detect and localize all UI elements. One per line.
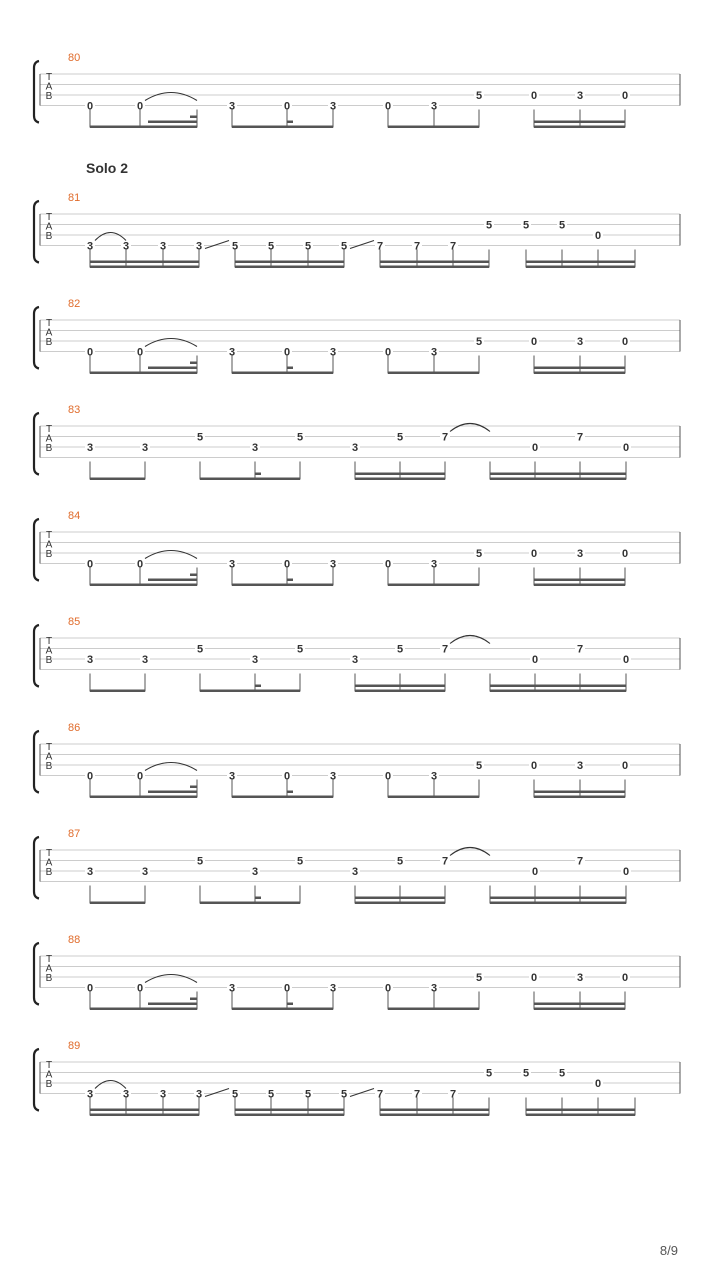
- fret-number: 7: [576, 643, 584, 656]
- beam: [232, 584, 333, 587]
- beam: [534, 126, 625, 129]
- beam: [388, 1008, 479, 1011]
- beam-secondary: [235, 1109, 344, 1112]
- fret-number: 7: [576, 431, 584, 444]
- beam: [388, 584, 479, 587]
- fret-number: 5: [396, 643, 404, 656]
- fret-number: 3: [195, 1088, 203, 1101]
- beam: [490, 690, 626, 693]
- beam-partial: [148, 121, 197, 124]
- system-bracket: [34, 625, 39, 687]
- tab-clef-letter: A: [45, 539, 53, 551]
- beam-secondary: [534, 1003, 625, 1006]
- fret-number: 7: [441, 431, 449, 444]
- fret-number: 7: [441, 855, 449, 868]
- beam: [90, 690, 145, 693]
- fret-number: 3: [329, 100, 337, 113]
- fret-number: 0: [530, 548, 538, 560]
- tab-clef-letter: B: [45, 231, 53, 242]
- fret-number: 7: [576, 855, 584, 868]
- beam: [90, 584, 197, 587]
- beam-secondary: [534, 579, 625, 582]
- fret-number: 0: [283, 982, 291, 995]
- beam-stub: [190, 362, 197, 365]
- beam: [534, 796, 625, 799]
- fret-number: 3: [576, 972, 584, 984]
- fret-number: 3: [430, 982, 438, 995]
- slide-line: [350, 1089, 374, 1097]
- beam-secondary: [526, 261, 635, 264]
- fret-number: 5: [340, 240, 348, 253]
- measure-number: 88: [68, 934, 81, 946]
- beam-secondary: [235, 261, 344, 264]
- fret-number: 5: [296, 431, 304, 444]
- fret-number: 0: [594, 230, 602, 242]
- measure-number: 86: [68, 722, 81, 734]
- fret-number: 3: [86, 240, 94, 253]
- slide-line: [205, 241, 229, 249]
- beam: [526, 266, 635, 269]
- tab-clef-letter: A: [45, 327, 53, 339]
- beam: [380, 266, 489, 269]
- fret-number: 5: [296, 643, 304, 656]
- measure-number: 89: [68, 1040, 81, 1052]
- fret-number: 3: [141, 866, 149, 878]
- tie-arc: [95, 233, 126, 241]
- page-number: 8/9: [659, 1243, 678, 1258]
- fret-number: 5: [196, 431, 204, 444]
- fret-number: 3: [141, 654, 149, 666]
- beam: [90, 126, 197, 129]
- fret-number: 0: [136, 100, 144, 113]
- fret-number: 7: [376, 1088, 384, 1101]
- system-bracket: [34, 731, 39, 793]
- fret-number: 3: [430, 770, 438, 783]
- beam: [232, 1008, 333, 1011]
- fret-number: 0: [621, 760, 629, 772]
- measure-number: 87: [68, 828, 81, 840]
- fret-number: 0: [86, 982, 94, 995]
- fret-number: 3: [251, 442, 259, 454]
- fret-number: 0: [621, 548, 629, 560]
- fret-number: 5: [475, 90, 483, 102]
- tab-clef-letter: T: [45, 636, 53, 647]
- fret-number: 0: [86, 770, 94, 783]
- fret-number: 5: [475, 972, 483, 984]
- beam-stub: [190, 574, 197, 577]
- beam-stub: [255, 473, 261, 476]
- fret-number: 3: [329, 982, 337, 995]
- measure-number: 80: [68, 52, 81, 64]
- beam-stub: [255, 685, 261, 688]
- fret-number: 7: [449, 1088, 457, 1101]
- fret-number: 3: [122, 1088, 130, 1101]
- beam-stub: [190, 998, 197, 1001]
- beam: [200, 690, 300, 693]
- beam-secondary: [355, 685, 445, 688]
- section-label: Solo 2: [86, 160, 129, 176]
- tie-arc: [450, 636, 490, 644]
- fret-number: 3: [351, 442, 359, 454]
- fret-number: 3: [141, 442, 149, 454]
- fret-number: 3: [351, 866, 359, 878]
- beam-secondary: [90, 261, 199, 264]
- fret-number: 5: [304, 1088, 312, 1101]
- fret-number: 0: [283, 770, 291, 783]
- fret-number: 0: [384, 558, 392, 571]
- tab-clef-letter: A: [45, 645, 53, 657]
- fret-number: 3: [329, 770, 337, 783]
- beam: [534, 584, 625, 587]
- beam-partial: [148, 367, 197, 370]
- tie-arc: [145, 975, 197, 983]
- fret-number: 5: [522, 219, 530, 232]
- tab-clef-letter: T: [45, 1060, 53, 1071]
- fret-number: 5: [304, 240, 312, 253]
- fret-number: 0: [531, 442, 539, 454]
- beam: [388, 796, 479, 799]
- tab-clef-letter: T: [45, 530, 53, 541]
- beam: [534, 372, 625, 375]
- tab-clef-letter: T: [45, 72, 53, 83]
- system-bracket: [34, 943, 39, 1005]
- beam: [90, 796, 197, 799]
- fret-number: 0: [622, 866, 630, 878]
- tab-clef-letter: A: [45, 221, 53, 233]
- tie-arc: [95, 1081, 126, 1089]
- fret-number: 7: [376, 240, 384, 253]
- measure-number: 85: [68, 616, 81, 628]
- system-bracket: [34, 519, 39, 581]
- fret-number: 0: [86, 100, 94, 113]
- tab-clef-letter: T: [45, 318, 53, 329]
- beam: [355, 690, 445, 693]
- measure-number: 81: [68, 192, 81, 204]
- tie-arc: [145, 339, 197, 347]
- beam-stub: [287, 791, 293, 794]
- fret-number: 3: [228, 100, 236, 113]
- fret-number: 0: [136, 770, 144, 783]
- tab-clef-letter: B: [45, 867, 53, 878]
- fret-number: 0: [621, 972, 629, 984]
- tab-clef-letter: A: [45, 751, 53, 763]
- beam: [526, 1114, 635, 1117]
- fret-number: 5: [396, 431, 404, 444]
- fret-number: 3: [576, 548, 584, 560]
- beam: [232, 372, 333, 375]
- fret-number: 5: [485, 1067, 493, 1080]
- fret-number: 5: [475, 336, 483, 348]
- beam-stub: [190, 116, 197, 119]
- fret-number: 0: [530, 972, 538, 984]
- beam-stub: [287, 121, 293, 124]
- fret-number: 3: [228, 982, 236, 995]
- beam: [355, 478, 445, 481]
- beam: [90, 902, 145, 905]
- beam: [90, 1114, 199, 1117]
- fret-number: 5: [231, 240, 239, 253]
- beam-partial: [148, 579, 197, 582]
- fret-number: 5: [558, 1067, 566, 1080]
- fret-number: 3: [430, 558, 438, 571]
- beam-secondary: [526, 1109, 635, 1112]
- beam: [388, 372, 479, 375]
- tab-clef-letter: A: [45, 857, 53, 869]
- beam: [490, 478, 626, 481]
- fret-number: 5: [396, 855, 404, 868]
- beam-secondary: [534, 367, 625, 370]
- tab-clef-letter: A: [45, 1069, 53, 1081]
- fret-number: 3: [86, 866, 94, 878]
- tab-clef-letter: B: [45, 973, 53, 984]
- fret-number: 3: [228, 770, 236, 783]
- fret-number: 7: [441, 643, 449, 656]
- fret-number: 3: [430, 346, 438, 359]
- tie-arc: [145, 763, 197, 771]
- fret-number: 0: [384, 346, 392, 359]
- fret-number: 0: [283, 346, 291, 359]
- fret-number: 0: [384, 770, 392, 783]
- tab-clef-letter: T: [45, 212, 53, 223]
- tab-clef-letter: A: [45, 433, 53, 445]
- fret-number: 3: [329, 558, 337, 571]
- fret-number: 3: [228, 346, 236, 359]
- beam-secondary: [490, 897, 626, 900]
- system-bracket: [34, 837, 39, 899]
- fret-number: 7: [413, 1088, 421, 1101]
- fret-number: 3: [329, 346, 337, 359]
- beam-stub: [190, 786, 197, 789]
- fret-number: 0: [594, 1078, 602, 1090]
- beam-secondary: [90, 1109, 199, 1112]
- slide-line: [205, 1089, 229, 1097]
- beam: [90, 372, 197, 375]
- fret-number: 0: [136, 982, 144, 995]
- beam: [90, 266, 199, 269]
- fret-number: 5: [340, 1088, 348, 1101]
- fret-number: 5: [485, 219, 493, 232]
- fret-number: 0: [136, 558, 144, 571]
- beam-partial: [148, 1003, 197, 1006]
- beam-stub: [287, 367, 293, 370]
- fret-number: 0: [621, 90, 629, 102]
- beam: [235, 266, 344, 269]
- beam: [232, 126, 333, 129]
- fret-number: 3: [576, 336, 584, 348]
- fret-number: 0: [384, 100, 392, 113]
- fret-number: 3: [228, 558, 236, 571]
- system-bracket: [34, 1049, 39, 1111]
- fret-number: 5: [196, 855, 204, 868]
- tab-clef-letter: B: [45, 443, 53, 454]
- fret-number: 3: [251, 654, 259, 666]
- tab-clef-letter: A: [45, 963, 53, 975]
- tab-clef-letter: B: [45, 761, 53, 772]
- fret-number: 5: [231, 1088, 239, 1101]
- fret-number: 5: [196, 643, 204, 656]
- tab-clef-letter: B: [45, 1079, 53, 1090]
- beam-stub: [287, 579, 293, 582]
- system-bracket: [34, 413, 39, 475]
- fret-number: 3: [195, 240, 203, 253]
- fret-number: 3: [86, 1088, 94, 1101]
- tie-arc: [145, 93, 197, 101]
- beam-stub: [255, 897, 261, 900]
- fret-number: 7: [449, 240, 457, 253]
- fret-number: 5: [558, 219, 566, 232]
- fret-number: 5: [475, 548, 483, 560]
- beam: [232, 796, 333, 799]
- beam: [90, 1008, 197, 1011]
- beam-secondary: [534, 121, 625, 124]
- beam-partial: [148, 791, 197, 794]
- beam-secondary: [355, 473, 445, 476]
- fret-number: 0: [621, 336, 629, 348]
- fret-number: 3: [251, 866, 259, 878]
- beam-secondary: [380, 261, 489, 264]
- fret-number: 0: [531, 866, 539, 878]
- tab-clef-letter: T: [45, 954, 53, 965]
- beam-secondary: [355, 897, 445, 900]
- beam: [90, 478, 145, 481]
- beam-secondary: [490, 473, 626, 476]
- beam: [534, 1008, 625, 1011]
- fret-number: 0: [622, 442, 630, 454]
- tab-clef-letter: T: [45, 742, 53, 753]
- fret-number: 0: [283, 558, 291, 571]
- tie-arc: [145, 551, 197, 559]
- system-bracket: [34, 307, 39, 369]
- fret-number: 0: [384, 982, 392, 995]
- fret-number: 0: [283, 100, 291, 113]
- tab-clef-letter: B: [45, 91, 53, 102]
- system-bracket: [34, 61, 39, 123]
- fret-number: 7: [413, 240, 421, 253]
- fret-number: 0: [86, 346, 94, 359]
- fret-number: 5: [267, 1088, 275, 1101]
- beam: [490, 902, 626, 905]
- fret-number: 0: [622, 654, 630, 666]
- fret-number: 5: [296, 855, 304, 868]
- fret-number: 3: [576, 90, 584, 102]
- beam-secondary: [534, 791, 625, 794]
- fret-number: 0: [530, 760, 538, 772]
- beam-stub: [287, 1003, 293, 1006]
- measure-number: 83: [68, 404, 81, 416]
- fret-number: 3: [159, 1088, 167, 1101]
- tab-clef-letter: T: [45, 848, 53, 859]
- beam: [235, 1114, 344, 1117]
- fret-number: 3: [86, 654, 94, 666]
- beam: [200, 902, 300, 905]
- fret-number: 0: [136, 346, 144, 359]
- beam-secondary: [380, 1109, 489, 1112]
- beam: [355, 902, 445, 905]
- tab-clef-letter: A: [45, 81, 53, 93]
- fret-number: 0: [86, 558, 94, 571]
- beam: [200, 478, 300, 481]
- tab-clef-letter: B: [45, 655, 53, 666]
- beam: [388, 126, 479, 129]
- fret-number: 0: [531, 654, 539, 666]
- slide-line: [350, 241, 374, 249]
- fret-number: 3: [159, 240, 167, 253]
- fret-number: 3: [351, 654, 359, 666]
- fret-number: 3: [122, 240, 130, 253]
- tab-clef-letter: B: [45, 549, 53, 560]
- beam-secondary: [490, 685, 626, 688]
- fret-number: 3: [86, 442, 94, 454]
- tie-arc: [450, 848, 490, 856]
- fret-number: 5: [267, 240, 275, 253]
- system-bracket: [34, 201, 39, 263]
- fret-number: 3: [430, 100, 438, 113]
- measure-number: 84: [68, 510, 81, 522]
- fret-number: 5: [522, 1067, 530, 1080]
- fret-number: 5: [475, 760, 483, 772]
- tab-clef-letter: T: [45, 424, 53, 435]
- beam: [380, 1114, 489, 1117]
- fret-number: 0: [530, 336, 538, 348]
- fret-number: 0: [530, 90, 538, 102]
- tab-clef-letter: B: [45, 337, 53, 348]
- tie-arc: [450, 424, 490, 432]
- fret-number: 3: [576, 760, 584, 772]
- measure-number: 82: [68, 298, 81, 310]
